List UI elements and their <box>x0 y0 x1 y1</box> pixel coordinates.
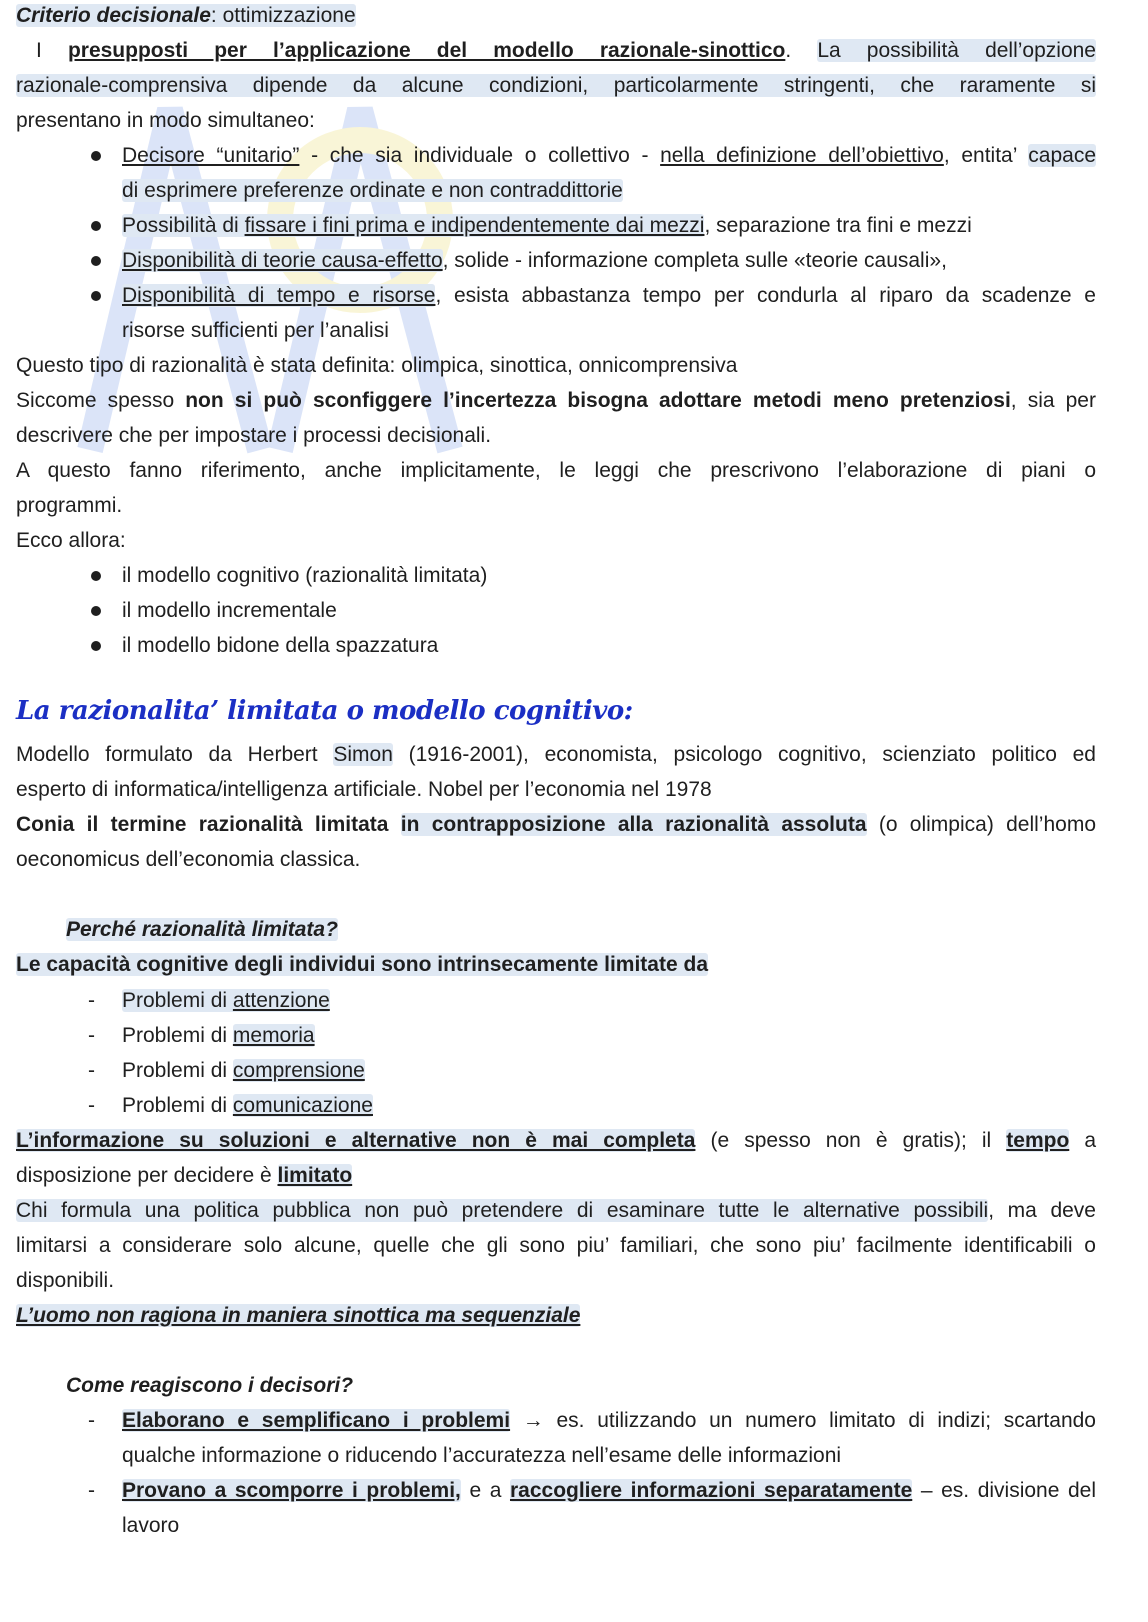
paragraph-line: razionale-comprensiva dipende da alcune condizioni, particolarmente stringenti, che raramente si <box>16 74 1096 97</box>
paragraph-line: Chi formula una politica pubblica non può pretendere di esaminare tutte le alternative possibili, ma deve <box>16 1199 1096 1222</box>
criterion-label: Criterio decisionale <box>16 4 211 27</box>
paragraph-line: limitarsi a considerare solo alcune, quelle che gli sono piu’ familiari, che sono piu’ facilmente identificabili o <box>16 1234 1096 1257</box>
list-item: Possibilità di fissare i fini prima e indipendentemente dai mezzi, separazione tra fini e mezzi <box>122 214 972 237</box>
bullet-icon <box>88 631 102 645</box>
bullet-icon <box>88 211 102 225</box>
paragraph-line: presentano in modo simultaneo: <box>16 109 315 132</box>
bullet-icon <box>88 281 102 295</box>
paragraph-line: programmi. <box>16 494 123 517</box>
paragraph-line: L’informazione su soluzioni e alternative non è mai completa (e spesso non è gratis); il tempo a <box>16 1129 1097 1152</box>
subheading: Perché razionalità limitata? <box>66 918 338 941</box>
subheading: Come reagiscono i decisori? <box>66 1374 354 1397</box>
paragraph-line: disposizione per decidere è limitato <box>16 1164 353 1187</box>
paragraph-line: oeconomicus dell’economia classica. <box>16 848 361 871</box>
paragraph-line: esperto di informatica/intelligenza artificiale. Nobel per l’economia nel 1978 <box>16 778 712 801</box>
paragraph-line: A questo fanno riferimento, anche implicitamente, le leggi che prescrivono l’elaborazione di piani o <box>16 459 1096 482</box>
paragraph-line: Le capacità cognitive degli individui sono intrinsecamente limitate da <box>16 953 708 976</box>
paragraph-line: disponibili. <box>16 1269 115 1292</box>
list-item: Problemi di memoria <box>122 1024 315 1047</box>
list-item: Problemi di attenzione <box>122 989 330 1012</box>
bullet-icon <box>88 561 102 575</box>
list-item: Elaborano e semplificano i problemi → es. utilizzando un numero limitato di indizi; scartando <box>122 1409 1096 1432</box>
list-item: il modello bidone della spazzatura <box>122 634 439 657</box>
section-title: La razionalita’ limitata o modello cognitivo: <box>16 696 633 726</box>
dash-marker: - <box>88 1479 95 1502</box>
list-item: Problemi di comunicazione <box>122 1094 373 1117</box>
paragraph-line: descrivere che per impostare i processi decisionali. <box>16 424 492 447</box>
list-item-continuation: di esprimere preferenze ordinate e non contraddittorie <box>122 179 623 202</box>
paragraph-line: L’uomo non ragiona in maniera sinottica ma sequenziale <box>16 1304 581 1327</box>
list-item-continuation: risorse sufficienti per l’analisi <box>122 319 389 342</box>
list-item: Disponibilità di tempo e risorse, esista abbastanza tempo per condurla al riparo da scadenze e <box>122 284 1096 307</box>
paragraph-line: Modello formulato da Herbert Simon (1916-2001), economista, psicologo cognitivo, scienziato politico ed <box>16 743 1096 766</box>
bullet-icon <box>88 141 102 155</box>
list-item-continuation: qualche informazione o riducendo l’accuratezza nell’esame delle informazioni <box>122 1444 842 1467</box>
assumptions-heading: presupposti per l’applicazione del modello razionale-sinottico <box>67 39 786 62</box>
criterion-line: Criterio decisionale: ottimizzazione <box>16 4 356 27</box>
paragraph-line: I presupposti per l’applicazione del modello razionale-sinottico. La possibilità dell’opzione <box>36 39 1096 62</box>
bullet-icon <box>88 596 102 610</box>
paragraph-line: Siccome spesso non si può sconfiggere l’incertezza bisogna adottare metodi meno pretenziosi, sia per <box>16 389 1096 412</box>
paragraph-line: Ecco allora: <box>16 529 126 552</box>
list-item: Decisore “unitario” - che sia individuale o collettivo - nella definizione dell’obiettivo, entita’ capace <box>122 144 1096 167</box>
paragraph-line: Questo tipo di razionalità è stata definita: olimpica, sinottica, onnicomprensiva <box>16 354 738 377</box>
dash-marker: - <box>88 1024 95 1047</box>
dash-marker: - <box>88 1409 95 1432</box>
dash-marker: - <box>88 1059 95 1082</box>
list-item-continuation: lavoro <box>122 1514 180 1537</box>
paragraph-line: Conia il termine razionalità limitata in contrapposizione alla razionalità assoluta (o olimpica) dell’homo <box>16 813 1097 836</box>
list-item: il modello cognitivo (razionalità limitata) <box>122 564 488 587</box>
list-item: Disponibilità di teorie causa-effetto, solide - informazione completa sulle «teorie causali», <box>122 249 947 272</box>
list-item: il modello incrementale <box>122 599 337 622</box>
dash-marker: - <box>88 989 95 1012</box>
list-item: Problemi di comprensione <box>122 1059 365 1082</box>
dash-marker: - <box>88 1094 95 1117</box>
bullet-icon <box>88 246 102 260</box>
list-item: Provano a scomporre i problemi, e a raccogliere informazioni separatamente – es. divisione del <box>122 1479 1097 1502</box>
